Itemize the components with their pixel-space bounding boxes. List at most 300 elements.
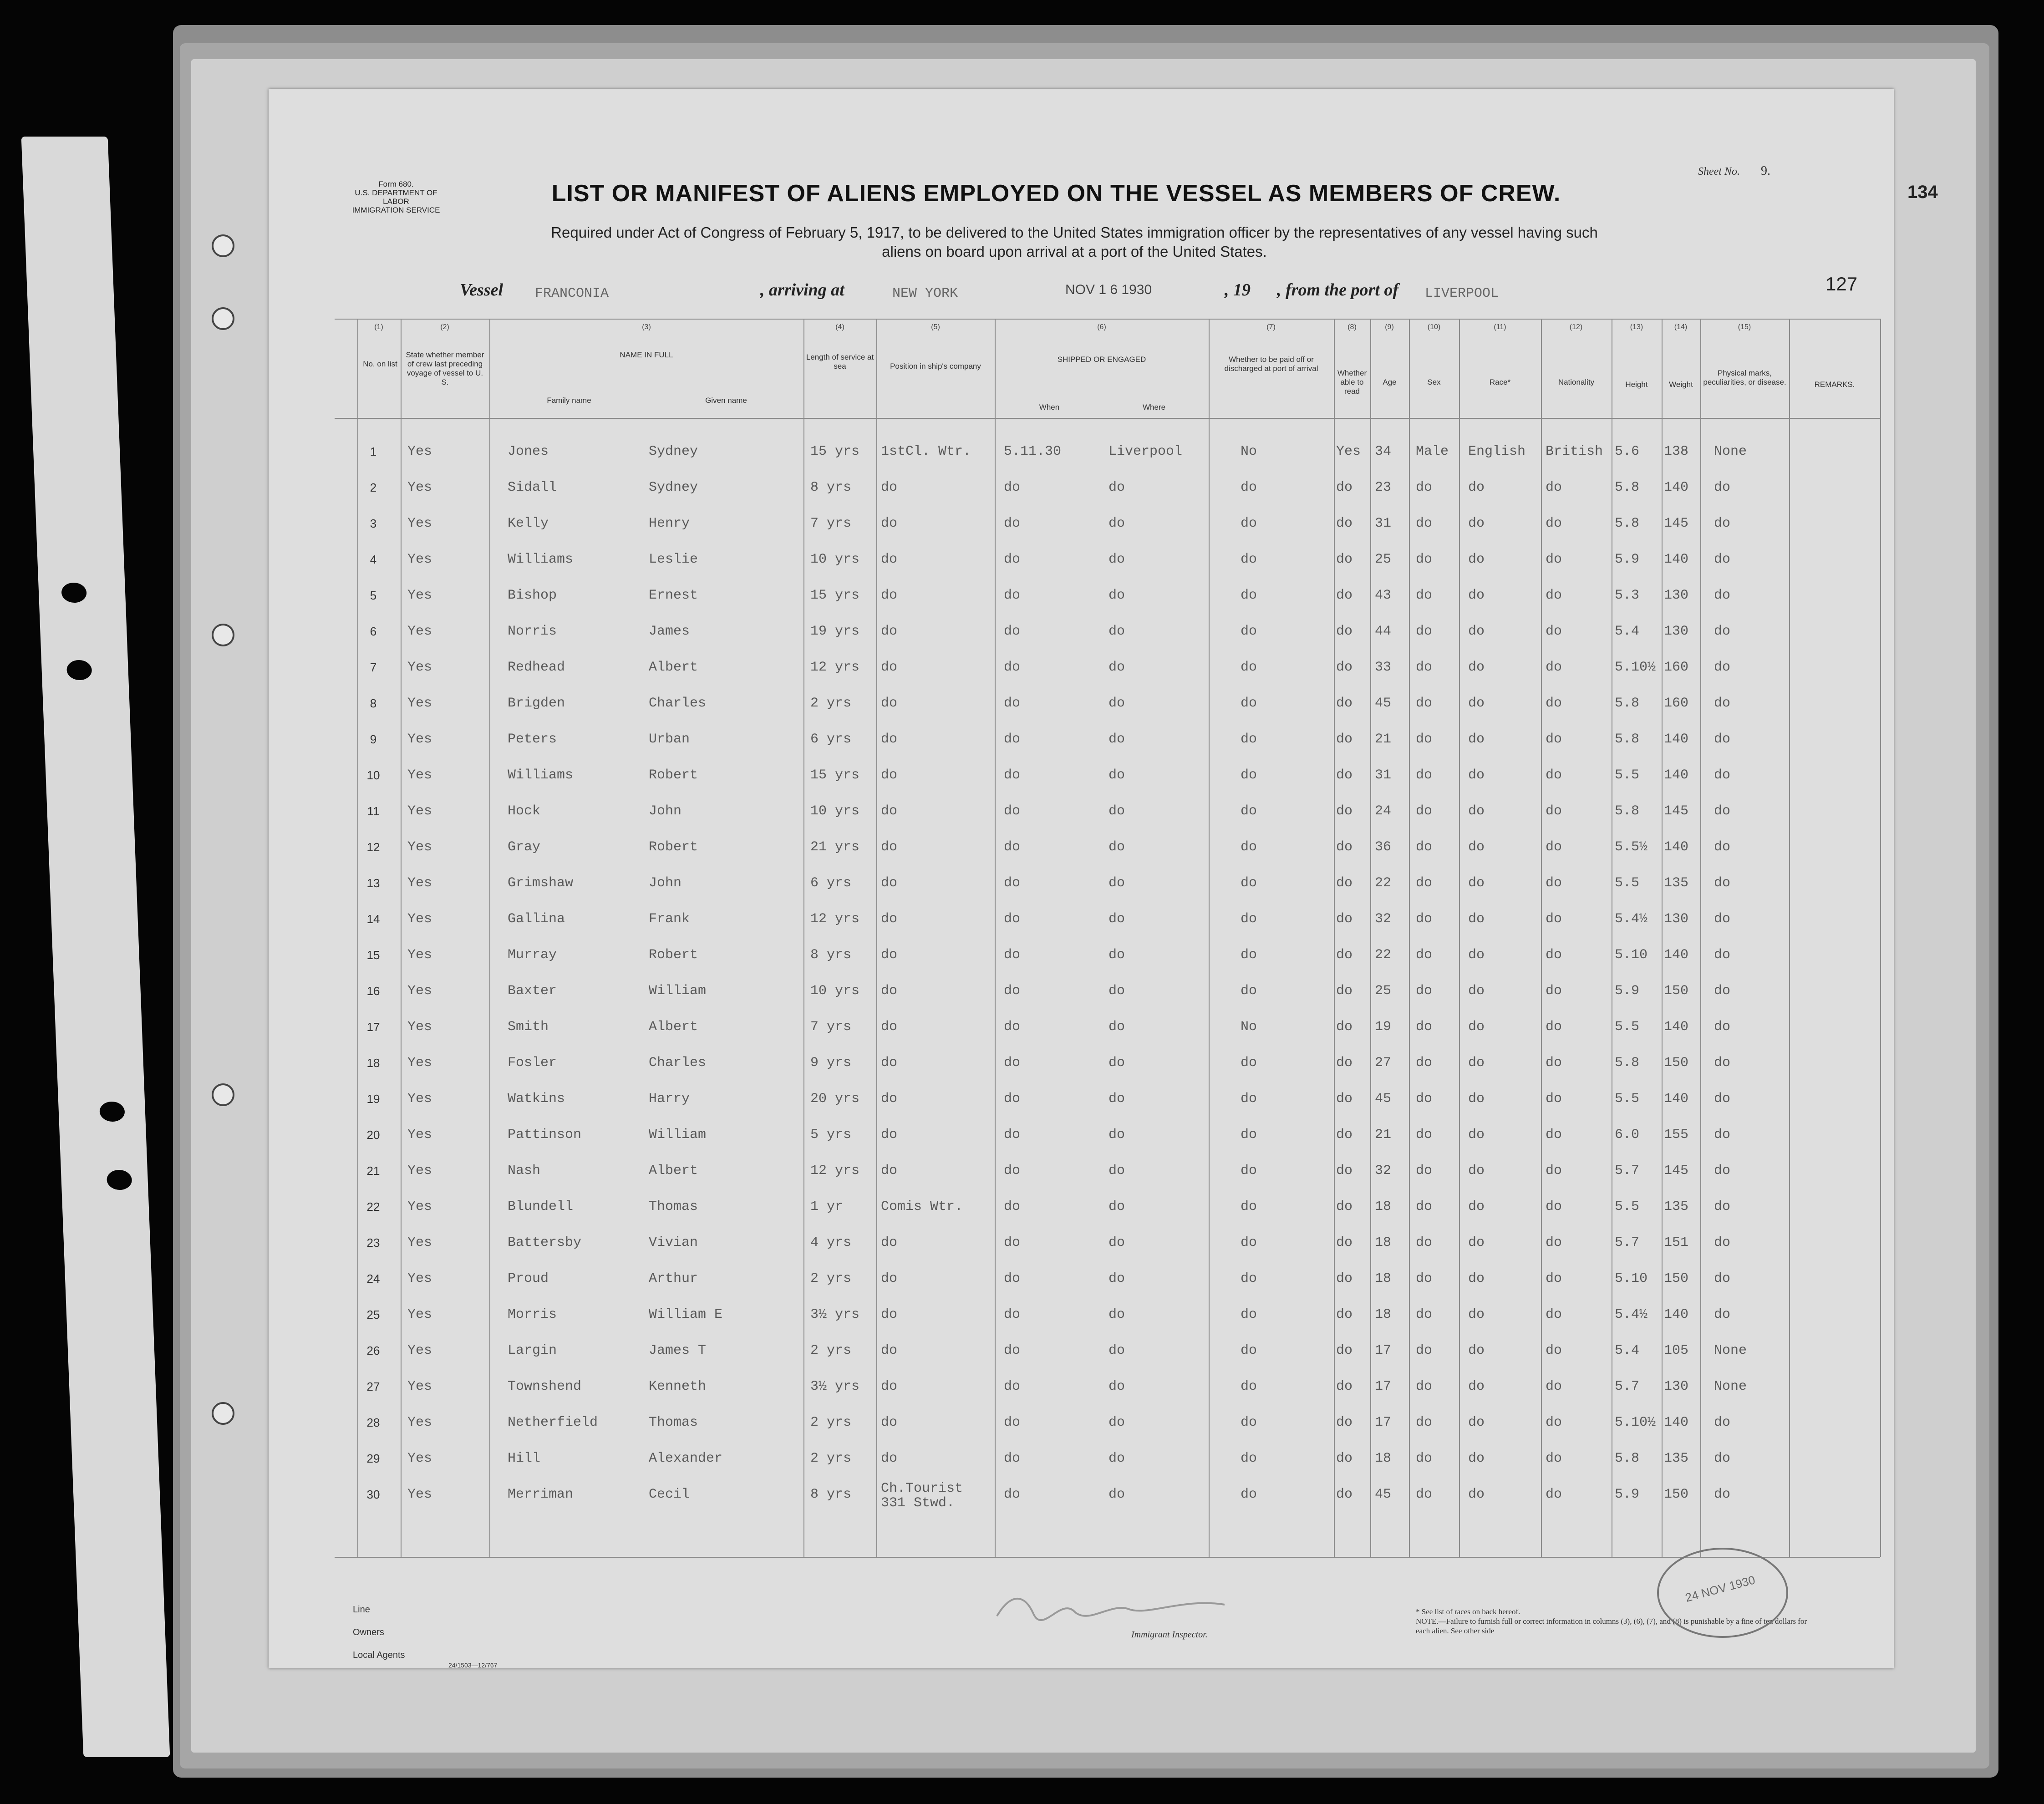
cell-length-of-service: 6 yrs [810, 875, 852, 891]
cell-nationality: do [1546, 660, 1562, 675]
cell-length-of-service: 2 yrs [810, 1271, 852, 1286]
cell-family-name: Bishop [508, 588, 557, 603]
cell-where-shipped: do [1108, 588, 1125, 603]
form-department: U.S. DEPARTMENT OF LABOR [355, 188, 437, 206]
cell-able-to-read: do [1336, 1091, 1353, 1107]
cell-weight: 155 [1664, 1127, 1689, 1143]
cell-where-shipped: do [1108, 516, 1125, 531]
cell-sex: do [1416, 767, 1433, 783]
column-rule [1880, 319, 1881, 1557]
column-rule [1541, 319, 1542, 1557]
cell-able-to-read: do [1336, 624, 1353, 639]
cell-where-shipped: do [1108, 660, 1125, 675]
cell-nationality: do [1546, 1019, 1562, 1035]
header-shipped-or-engaged: SHIPPED OR ENGAGED [1057, 355, 1146, 364]
cell-height: 5.8 [1615, 480, 1640, 495]
form-identifier [346, 180, 446, 214]
cell-family-name: Townshend [508, 1379, 582, 1394]
cell-paid-off: do [1241, 1379, 1257, 1394]
cell-given-name: William [649, 983, 707, 999]
cell-paid-off: do [1241, 552, 1257, 567]
cell-paid-off: do [1241, 1451, 1257, 1466]
subtitle-line-2: aliens on board upon arrival at a port of the United States. [882, 243, 1267, 260]
cell-sex: Male [1416, 444, 1449, 459]
cell-when-shipped: do [1004, 1127, 1021, 1143]
column-rule [1459, 319, 1460, 1557]
cell-height: 5.5 [1615, 1019, 1640, 1035]
cell-nationality: do [1546, 1343, 1562, 1358]
cell-age: 31 [1375, 767, 1392, 783]
cell-physical-marks: do [1714, 1055, 1731, 1071]
cell-sex: do [1416, 1019, 1433, 1035]
cell-paid-off: do [1241, 911, 1257, 927]
cell-race: do [1468, 1019, 1485, 1035]
cell-height: 5.5 [1615, 767, 1640, 783]
cell-previous-voyage: Yes [407, 660, 432, 675]
page-number-mid: 127 [1825, 273, 1858, 295]
cell-physical-marks: do [1714, 983, 1731, 999]
row-number: 14 [366, 912, 380, 926]
cell-previous-voyage: Yes [407, 732, 432, 747]
cell-nationality: do [1546, 696, 1562, 711]
cell-paid-off: No [1241, 1019, 1257, 1035]
cell-family-name: Smith [508, 1019, 549, 1035]
cell-race: do [1468, 983, 1485, 999]
cell-when-shipped: do [1004, 1019, 1021, 1035]
cell-weight: 150 [1664, 983, 1689, 999]
cell-able-to-read: do [1336, 552, 1353, 567]
cell-given-name: Sydney [649, 480, 698, 495]
row-number: 21 [366, 1164, 380, 1178]
cell-length-of-service: 8 yrs [810, 1487, 852, 1502]
cell-nationality: do [1546, 480, 1562, 495]
row-number: 26 [366, 1344, 380, 1357]
cell-weight: 140 [1664, 947, 1689, 963]
cell-paid-off: do [1241, 1415, 1257, 1430]
cell-height: 5.10½ [1615, 660, 1656, 675]
cell-previous-voyage: Yes [407, 480, 432, 495]
cell-length-of-service: 12 yrs [810, 660, 860, 675]
cell-previous-voyage: Yes [407, 1271, 432, 1286]
cell-nationality: do [1546, 1091, 1562, 1107]
cell-paid-off: do [1241, 1307, 1257, 1322]
column-rule [1700, 319, 1701, 1557]
cell-height: 5.8 [1615, 803, 1640, 819]
cell-sex: do [1416, 1271, 1433, 1286]
cell-family-name: Netherfield [508, 1415, 598, 1430]
cell-previous-voyage: Yes [407, 1307, 432, 1322]
cell-previous-voyage: Yes [407, 767, 432, 783]
cell-previous-voyage: Yes [407, 552, 432, 567]
row-number: 12 [366, 840, 380, 854]
cell-sex: do [1416, 480, 1433, 495]
cell-weight: 105 [1664, 1343, 1689, 1358]
cell-age: 24 [1375, 803, 1392, 819]
cell-race: do [1468, 552, 1485, 567]
cell-age: 17 [1375, 1379, 1392, 1394]
cell-position: Comis Wtr. [881, 1199, 963, 1215]
cell-weight: 150 [1664, 1055, 1689, 1071]
cell-race: do [1468, 1199, 1485, 1215]
cell-when-shipped: do [1004, 803, 1021, 819]
cell-sex: do [1416, 732, 1433, 747]
cell-when-shipped: do [1004, 480, 1021, 495]
sheet-label: Sheet No. [1698, 166, 1740, 178]
table-bottom-rule [335, 1557, 1880, 1558]
cell-family-name: Norris [508, 624, 557, 639]
cell-where-shipped: do [1108, 1163, 1125, 1179]
cell-length-of-service: 2 yrs [810, 1343, 852, 1358]
inspector-signature [992, 1589, 1229, 1625]
cell-previous-voyage: Yes [407, 444, 432, 459]
cell-position: do [881, 911, 898, 927]
cell-when-shipped: do [1004, 1307, 1021, 1322]
cell-height: 5.5½ [1615, 839, 1648, 855]
cell-height: 5.3 [1615, 588, 1640, 603]
cell-previous-voyage: Yes [407, 1235, 432, 1250]
cell-weight: 140 [1664, 1019, 1689, 1035]
cell-weight: 130 [1664, 911, 1689, 927]
cell-given-name: Thomas [649, 1199, 698, 1215]
cell-sex: do [1416, 875, 1433, 891]
cell-family-name: Williams [508, 767, 574, 783]
cell-length-of-service: 12 yrs [810, 911, 860, 927]
sheet-value: 9. [1760, 164, 1770, 178]
column-number: (2) [440, 323, 449, 331]
cell-weight: 130 [1664, 624, 1689, 639]
cell-race: do [1468, 839, 1485, 855]
cell-nationality: do [1546, 1055, 1562, 1071]
cell-age: 18 [1375, 1271, 1392, 1286]
cell-height: 5.8 [1615, 732, 1640, 747]
row-number: 24 [366, 1272, 380, 1286]
header-sex: Sex [1427, 378, 1441, 386]
cell-given-name: Henry [649, 516, 690, 531]
cell-position: do [881, 875, 898, 891]
cell-paid-off: do [1241, 1199, 1257, 1215]
cell-able-to-read: do [1336, 1235, 1353, 1250]
cell-where-shipped: do [1108, 1271, 1125, 1286]
cell-nationality: do [1546, 516, 1562, 531]
cell-when-shipped: do [1004, 1379, 1021, 1394]
row-number: 22 [366, 1200, 380, 1214]
column-number: (4) [835, 323, 844, 331]
cell-where-shipped: do [1108, 947, 1125, 963]
cell-height: 5.7 [1615, 1379, 1640, 1394]
cell-age: 32 [1375, 1163, 1392, 1179]
cell-weight: 150 [1664, 1487, 1689, 1502]
cell-race: do [1468, 767, 1485, 783]
cell-given-name: James [649, 624, 690, 639]
column-number: (7) [1266, 323, 1276, 331]
cell-position: do [881, 1379, 898, 1394]
cell-physical-marks: do [1714, 1163, 1731, 1179]
cell-given-name: William [649, 1127, 707, 1143]
cell-when-shipped: do [1004, 1091, 1021, 1107]
cell-age: 18 [1375, 1451, 1392, 1466]
cell-weight: 140 [1664, 1091, 1689, 1107]
cell-position: do [881, 803, 898, 819]
cell-when-shipped: do [1004, 1451, 1021, 1466]
cell-previous-voyage: Yes [407, 911, 432, 927]
cell-age: 32 [1375, 911, 1392, 927]
cell-family-name: Watkins [508, 1091, 565, 1107]
cell-height: 5.5 [1615, 875, 1640, 891]
cell-when-shipped: do [1004, 588, 1021, 603]
cell-age: 27 [1375, 1055, 1392, 1071]
from-port: LIVERPOOL [1425, 286, 1499, 301]
cell-weight: 151 [1664, 1235, 1689, 1250]
cell-when-shipped: do [1004, 1235, 1021, 1250]
cell-height: 5.4 [1615, 624, 1640, 639]
cell-physical-marks: do [1714, 947, 1731, 963]
cell-length-of-service: 20 yrs [810, 1091, 860, 1107]
cell-race: do [1468, 1091, 1485, 1107]
header-bottom-rule [335, 418, 1880, 419]
cell-family-name: Gray [508, 839, 541, 855]
cell-given-name: Alexander [649, 1451, 723, 1466]
cell-given-name: Albert [649, 1019, 698, 1035]
cell-nationality: do [1546, 1415, 1562, 1430]
cell-position: do [881, 624, 898, 639]
header-nationality: Nationality [1558, 378, 1595, 386]
cell-paid-off: do [1241, 947, 1257, 963]
cell-age: 21 [1375, 732, 1392, 747]
row-number: 30 [366, 1488, 380, 1501]
cell-when-shipped: do [1004, 660, 1021, 675]
column-rule [1370, 319, 1371, 1557]
cell-given-name: Kenneth [649, 1379, 707, 1394]
cell-previous-voyage: Yes [407, 1127, 432, 1143]
cell-where-shipped: do [1108, 839, 1125, 855]
cell-able-to-read: do [1336, 1127, 1353, 1143]
cell-when-shipped: do [1004, 1415, 1021, 1430]
header-length-of-service: Length of service at sea [806, 353, 874, 371]
document-title: LIST OR MANIFEST OF ALIENS EMPLOYED ON THE VESSEL AS MEMBERS OF CREW. [551, 180, 1561, 207]
cell-sex: do [1416, 588, 1433, 603]
cell-able-to-read: do [1336, 1379, 1353, 1394]
cell-paid-off: do [1241, 1163, 1257, 1179]
header-position: Position in ship's company [890, 362, 981, 371]
cell-height: 5.7 [1615, 1235, 1640, 1250]
cell-age: 17 [1375, 1343, 1392, 1358]
cell-where-shipped: do [1108, 1487, 1125, 1502]
cell-able-to-read: do [1336, 696, 1353, 711]
cell-previous-voyage: Yes [407, 696, 432, 711]
cell-age: 23 [1375, 480, 1392, 495]
cell-where-shipped: do [1108, 1343, 1125, 1358]
cell-physical-marks: do [1714, 767, 1731, 783]
cell-physical-marks: do [1714, 1415, 1731, 1430]
cell-given-name: William E [649, 1307, 723, 1322]
cell-paid-off: do [1241, 588, 1257, 603]
cell-sex: do [1416, 1487, 1433, 1502]
binder-ring [212, 1402, 234, 1425]
vessel-name: FRANCONIA [535, 286, 609, 301]
cell-position: do [881, 696, 898, 711]
cell-race: do [1468, 732, 1485, 747]
cell-physical-marks: do [1714, 696, 1731, 711]
cell-previous-voyage: Yes [407, 1487, 432, 1502]
cell-weight: 138 [1664, 444, 1689, 459]
cell-given-name: Robert [649, 767, 698, 783]
cell-length-of-service: 3½ yrs [810, 1379, 860, 1394]
cell-able-to-read: do [1336, 803, 1353, 819]
cell-height: 6.0 [1615, 1127, 1640, 1143]
cell-where-shipped: do [1108, 1307, 1125, 1322]
cell-length-of-service: 15 yrs [810, 588, 860, 603]
cell-length-of-service: 7 yrs [810, 516, 852, 531]
cell-height: 5.4½ [1615, 911, 1648, 927]
cell-able-to-read: do [1336, 911, 1353, 927]
cell-physical-marks: do [1714, 1307, 1731, 1322]
cell-physical-marks: do [1714, 1091, 1731, 1107]
column-number: (14) [1674, 323, 1688, 331]
cell-sex: do [1416, 1343, 1433, 1358]
print-code: 24/1503—12/767 [448, 1662, 498, 1669]
cell-position: do [881, 983, 898, 999]
cell-paid-off: do [1241, 1487, 1257, 1502]
cell-family-name: Grimshaw [508, 875, 574, 891]
cell-where-shipped: do [1108, 696, 1125, 711]
cell-sex: do [1416, 911, 1433, 927]
cell-race: do [1468, 911, 1485, 927]
cell-sex: do [1416, 624, 1433, 639]
cell-where-shipped: do [1108, 875, 1125, 891]
cell-weight: 160 [1664, 696, 1689, 711]
cell-nationality: do [1546, 1199, 1562, 1215]
cell-sex: do [1416, 1307, 1433, 1322]
cell-paid-off: do [1241, 839, 1257, 855]
footer-owners-label: Owners [353, 1627, 384, 1637]
cell-race: do [1468, 660, 1485, 675]
cell-race: do [1468, 696, 1485, 711]
punch-hole [66, 660, 92, 680]
cell-length-of-service: 10 yrs [810, 983, 860, 999]
cell-previous-voyage: Yes [407, 1163, 432, 1179]
cell-nationality: do [1546, 911, 1562, 927]
column-number: (11) [1494, 323, 1506, 331]
column-rule [357, 319, 358, 1557]
row-number: 10 [366, 768, 380, 782]
cell-paid-off: do [1241, 1271, 1257, 1286]
cell-height: 5.4 [1615, 1343, 1640, 1358]
cell-nationality: do [1546, 1487, 1562, 1502]
cell-paid-off: do [1241, 624, 1257, 639]
cell-where-shipped: do [1108, 911, 1125, 927]
cell-paid-off: do [1241, 660, 1257, 675]
punch-hole [107, 1170, 132, 1190]
cell-physical-marks: do [1714, 875, 1731, 891]
cell-physical-marks: do [1714, 516, 1731, 531]
cell-previous-voyage: Yes [407, 1055, 432, 1071]
cell-paid-off: do [1241, 983, 1257, 999]
cell-race: do [1468, 875, 1485, 891]
cell-paid-off: do [1241, 1127, 1257, 1143]
cell-position: do [881, 552, 898, 567]
cell-when-shipped: do [1004, 552, 1021, 567]
received-stamp-date: 24 NOV 1930 [1683, 1573, 1757, 1605]
cell-previous-voyage: Yes [407, 1199, 432, 1215]
document-subtitle [437, 223, 1712, 261]
cell-age: 25 [1375, 552, 1392, 567]
cell-nationality: do [1546, 839, 1562, 855]
cell-race: do [1468, 1379, 1485, 1394]
cell-when-shipped: do [1004, 696, 1021, 711]
cell-previous-voyage: Yes [407, 1019, 432, 1035]
cell-race: do [1468, 480, 1485, 495]
column-number: (1) [374, 323, 383, 331]
cell-able-to-read: do [1336, 1415, 1353, 1430]
cell-physical-marks: None [1714, 444, 1747, 459]
cell-length-of-service: 7 yrs [810, 1019, 852, 1035]
cell-race: do [1468, 1163, 1485, 1179]
cell-when-shipped: do [1004, 516, 1021, 531]
cell-nationality: do [1546, 1235, 1562, 1250]
cell-physical-marks: do [1714, 660, 1731, 675]
cell-able-to-read: do [1336, 480, 1353, 495]
penalty-note: NOTE.—Failure to furnish full or correct information in columns (3), (6), (7), and (8) is punishable by a fine of ten dollars for each alien. See other side [1416, 1617, 1807, 1635]
row-number: 4 [370, 553, 377, 566]
header-where: Where [1142, 403, 1166, 412]
column-rule [1662, 319, 1663, 1557]
cell-height: 5.8 [1615, 516, 1640, 531]
cell-physical-marks: do [1714, 839, 1731, 855]
cell-physical-marks: do [1714, 1451, 1731, 1466]
cell-physical-marks: None [1714, 1379, 1747, 1394]
year-label: , 19 [1225, 280, 1251, 300]
header-age: Age [1383, 378, 1397, 386]
cell-family-name: Largin [508, 1343, 557, 1358]
cell-previous-voyage: Yes [407, 803, 432, 819]
cell-given-name: Harry [649, 1091, 690, 1107]
cell-race: English [1468, 444, 1526, 459]
cell-able-to-read: do [1336, 767, 1353, 783]
cell-family-name: Peters [508, 732, 557, 747]
cell-paid-off: do [1241, 803, 1257, 819]
cell-length-of-service: 2 yrs [810, 1415, 852, 1430]
cell-previous-voyage: Yes [407, 1091, 432, 1107]
cell-able-to-read: do [1336, 875, 1353, 891]
cell-height: 5.9 [1615, 983, 1640, 999]
row-number: 2 [370, 481, 377, 494]
cell-paid-off: do [1241, 875, 1257, 891]
cell-weight: 140 [1664, 1415, 1689, 1430]
races-note: * See list of races on back hereof. [1416, 1607, 1520, 1616]
column-number: (3) [642, 323, 651, 331]
cell-weight: 145 [1664, 516, 1689, 531]
cell-where-shipped: do [1108, 1055, 1125, 1071]
column-number: (13) [1630, 323, 1643, 331]
cell-given-name: James T [649, 1343, 707, 1358]
cell-family-name: Merriman [508, 1487, 574, 1502]
cell-nationality: do [1546, 947, 1562, 963]
row-number: 18 [366, 1056, 380, 1070]
cell-when-shipped: do [1004, 732, 1021, 747]
cell-length-of-service: 8 yrs [810, 480, 852, 495]
header-member-previous-voyage: State whether member of crew last preceding voyage of vessel to U. S. [406, 351, 484, 386]
cell-sex: do [1416, 1235, 1433, 1250]
cell-age: 22 [1375, 947, 1392, 963]
cell-race: do [1468, 947, 1485, 963]
cell-family-name: Hill [508, 1451, 541, 1466]
cell-where-shipped: do [1108, 1019, 1125, 1035]
subtitle-line-1: Required under Act of Congress of February 5, 1917, to be delivered to the United States immigration officer by the representatives of any vessel having such [551, 224, 1598, 241]
cell-nationality: do [1546, 1271, 1562, 1286]
cell-when-shipped: do [1004, 767, 1021, 783]
cell-race: do [1468, 1307, 1485, 1322]
cell-previous-voyage: Yes [407, 875, 432, 891]
